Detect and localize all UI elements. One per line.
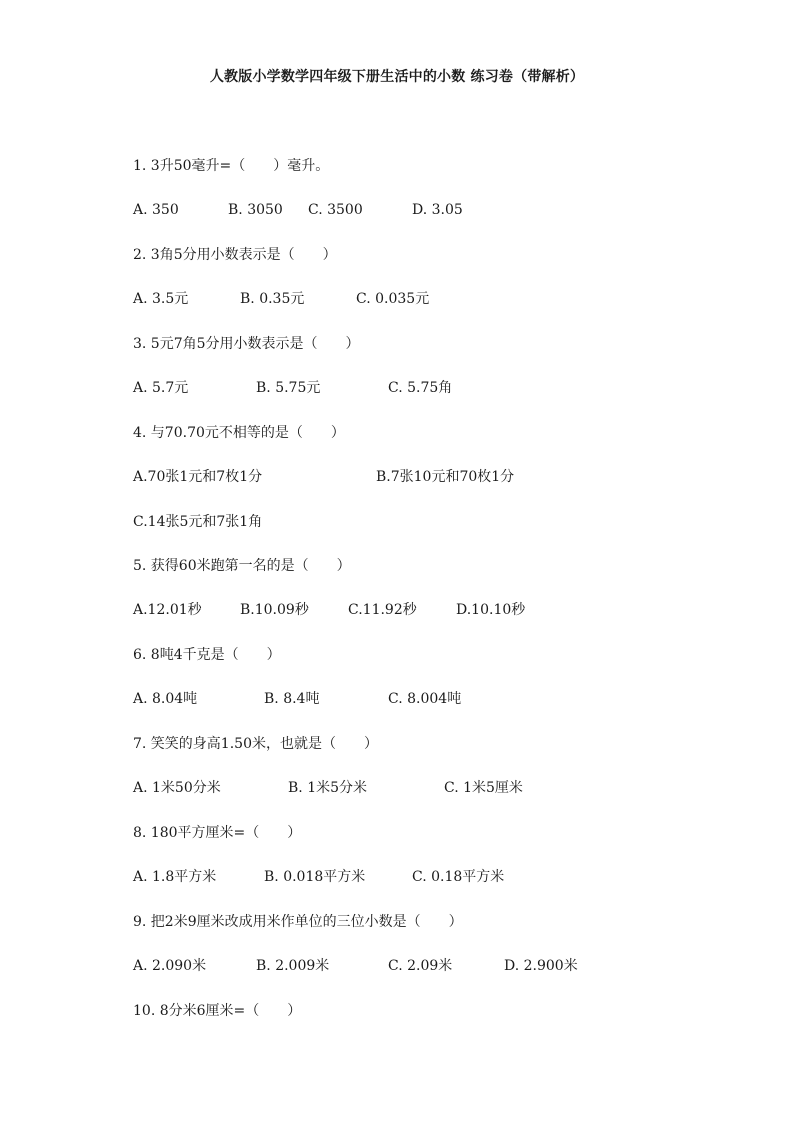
option-b: B.10.09秒 [240, 602, 309, 618]
option-a: A.12.01秒 [133, 602, 202, 618]
question-stem: 4. 与70.70元不相等的是（ ） [133, 425, 345, 441]
option-a: A. 350 [133, 202, 179, 218]
option-b: B. 0.35元 [240, 291, 305, 307]
option-b: B. 8.4吨 [264, 691, 320, 707]
option-b: B. 3050 [228, 202, 283, 218]
option-c: C. 1米5厘米 [444, 780, 523, 796]
option-d: D.10.10秒 [456, 602, 526, 618]
question-stem: 1. 3升50毫升=（ ）毫升。 [133, 158, 330, 174]
option-b: B.7张10元和70枚1分 [376, 469, 515, 485]
option-a: A. 8.04吨 [133, 691, 198, 707]
question-stem: 3. 5元7角5分用小数表示是（ ） [133, 336, 360, 352]
option-a: A. 1米50分米 [133, 780, 221, 796]
option-c: C. 8.004吨 [388, 691, 462, 707]
option-b: B. 2.009米 [256, 958, 330, 974]
option-c: C.11.92秒 [348, 602, 417, 618]
question-stem: 5. 获得60米跑第一名的是（ ） [133, 558, 351, 574]
option-c: C. 0.035元 [356, 291, 430, 307]
option-d: D. 2.900米 [504, 958, 578, 974]
option-a: A. 1.8平方米 [133, 869, 217, 885]
option-b: B. 5.75元 [256, 380, 321, 396]
option-a: A. 2.090米 [133, 958, 207, 974]
option-c: C. 3500 [308, 202, 363, 218]
option-a: A. 3.5元 [133, 291, 189, 307]
question-stem: 8. 180平方厘米=（ ） [133, 825, 302, 841]
question-stem: 6. 8吨4千克是（ ） [133, 647, 281, 663]
option-b: B. 1米5分米 [288, 780, 368, 796]
option-a: A. 5.7元 [133, 380, 189, 396]
question-stem: 9. 把2米9厘米改成用米作单位的三位小数是（ ） [133, 914, 463, 930]
question-stem: 2. 3角5分用小数表示是（ ） [133, 247, 337, 263]
option-c: C. 2.09米 [388, 958, 453, 974]
option-c: C. 5.75角 [388, 380, 453, 396]
option-c: C.14张5元和7张1角 [133, 514, 263, 530]
question-stem: 7. 笑笑的身高1.50米，也就是（ ） [133, 736, 378, 752]
page-title: 人教版小学数学四年级下册生活中的小数 练习卷（带解析） [209, 69, 585, 85]
option-d: D. 3.05 [412, 202, 463, 218]
option-a: A.70张1元和7枚1分 [133, 469, 263, 485]
option-c: C. 0.18平方米 [412, 869, 505, 885]
question-stem: 10. 8分米6厘米=（ ） [133, 1003, 302, 1019]
option-b: B. 0.018平方米 [264, 869, 366, 885]
